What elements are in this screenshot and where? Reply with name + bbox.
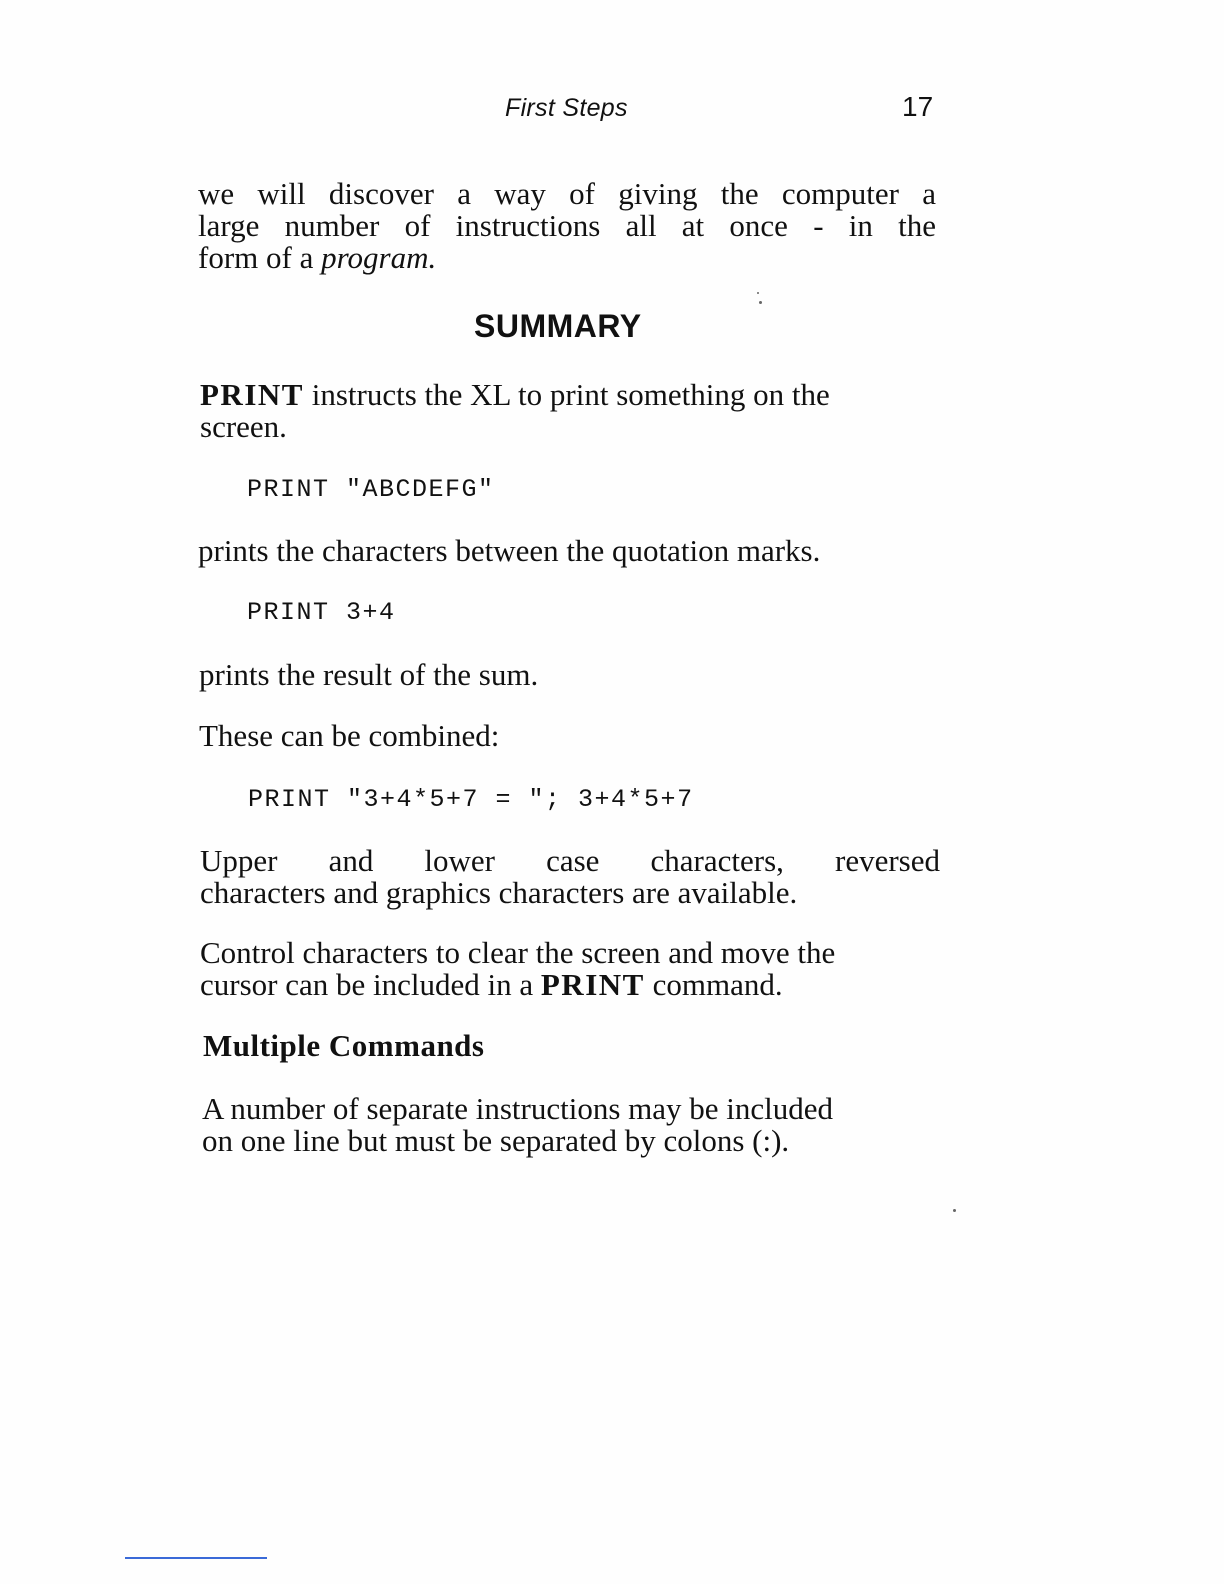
control-line-2	[200, 969, 960, 1001]
multiple-commands-line-2: on one line but must be separated by colons (:).	[202, 1123, 790, 1158]
print-definition	[200, 379, 938, 443]
control-line-2-suffix: command.	[644, 967, 783, 1002]
code-example-2-description: prints the result of the sum.	[199, 657, 539, 692]
intro-line-3	[198, 242, 936, 274]
summary-heading: SUMMARY	[474, 308, 642, 344]
code-example-3: PRINT "3+4*5+7 = "; 3+4*5+7	[248, 785, 694, 814]
scan-speck	[757, 292, 759, 294]
intro-line-2: large number of instructions all at once - in the	[198, 208, 936, 243]
case-line-1: Upper and lower case characters, reversed	[200, 843, 940, 878]
multiple-commands-line-1: A number of separate instructions may be included	[202, 1091, 834, 1126]
intro-line-1: we will discover a way of giving the computer a	[198, 176, 936, 211]
print-keyword-inline: PRINT	[540, 967, 645, 1002]
print-definition-text: instructs the XL to print something on the	[303, 377, 830, 412]
scan-speck	[759, 301, 762, 304]
bottom-edge-line	[125, 1557, 267, 1559]
control-paragraph	[200, 937, 960, 1001]
multiple-commands-heading: Multiple Commands	[203, 1028, 485, 1063]
program-term: program.	[321, 240, 437, 275]
print-keyword: PRINT	[200, 377, 304, 412]
intro-paragraph	[198, 178, 936, 274]
control-line-1: Control characters to clear the screen and move the	[200, 935, 836, 970]
running-header-title: First Steps	[505, 94, 628, 122]
page-number: 17	[902, 91, 934, 122]
intro-line-3-prefix: form of a	[198, 240, 322, 275]
scan-speck	[953, 1209, 956, 1212]
code-example-1: PRINT "ABCDEFG"	[247, 475, 495, 504]
control-line-2-prefix: cursor can be included in a	[200, 967, 541, 1002]
code-example-1-description: prints the characters between the quotation marks.	[198, 533, 821, 568]
multiple-commands-paragraph	[202, 1093, 962, 1157]
combined-intro: These can be combined:	[199, 718, 500, 753]
print-definition-line-2: screen.	[200, 409, 287, 444]
code-example-2: PRINT 3+4	[247, 598, 396, 627]
case-line-2: characters and graphics characters are available.	[200, 875, 798, 910]
case-paragraph	[200, 845, 940, 909]
print-definition-line-1	[200, 379, 938, 411]
